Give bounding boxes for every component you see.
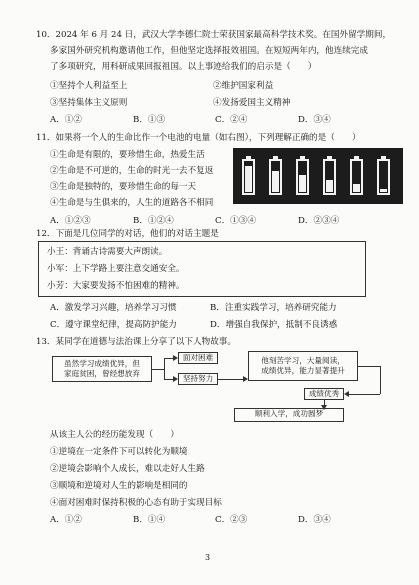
battery-icon-3: [296, 159, 309, 195]
q12-dialogue-box: [38, 241, 366, 297]
q10-answer-a: A．①②: [50, 115, 82, 125]
battery-fill-3: [299, 175, 306, 192]
q12-answer-a: A．激发学习兴趣，培养学习习惯: [50, 303, 177, 313]
q12-answer-b: B．注重实践学习，培养研究能力: [210, 303, 337, 313]
flow-box-result: 成绩优秀: [304, 388, 344, 400]
flow-connector: [380, 366, 381, 394]
q11-answer-c: C．①③④: [215, 216, 256, 226]
flow-box1-line1: 虽然学习成绩优异，但: [64, 359, 140, 368]
battery-icon-2: [269, 159, 282, 195]
q13-option-1: ①逆境在一定条件下可以转化为顺境: [50, 447, 188, 457]
battery-fill-5: [353, 184, 360, 192]
flow-box-dream: 顺利入学，成功圆梦: [234, 408, 344, 422]
flow-connector: [349, 394, 380, 395]
q10-option-3: ③坚持集体主义原则: [50, 98, 128, 108]
q10-stem-line2: 多家国外研究机构邀请他工作，但他坚定选择报效祖国。在短短两年内，他连续完成: [50, 46, 368, 56]
flow-box4-line2: 成绩优异，能力显著提升: [261, 366, 345, 375]
q10-answer-d: D．③④: [298, 115, 331, 125]
q10-answer-c: C．②④: [215, 115, 248, 125]
q13-answer-c: C．②③: [215, 515, 248, 525]
q10-stem-line3: 了多项研究，用科研成果回报祖国。以上事迹给我们的启示是（ ）: [50, 62, 317, 72]
q12-stem: 12．下面是几位同学的对话，他们的对话主题是: [36, 229, 219, 239]
flow-connector: [152, 369, 164, 370]
q12-answer-d: D．增强自我保护，抵制不良诱惑: [210, 320, 338, 330]
q11-option-4: ④生命是与生俱来的，人生的道路各不相同: [50, 198, 214, 208]
flow-arrow-icon: [173, 376, 178, 382]
flow-box-effort: [248, 351, 358, 381]
page-number: 3: [205, 553, 211, 562]
q11-option-3: ③生命是独特的，要珍惜生命的每一天: [50, 182, 197, 192]
q11-stem: 11．如果将一个人的生命比作一个电池的电量（如右图），下列理解正确的是（ ）: [36, 133, 361, 143]
flow-box4-line1: 他刻苦学习，大量阅读，: [261, 356, 345, 365]
battery-icon-4: [323, 159, 336, 195]
flow-connector: [218, 379, 243, 380]
flow-arrow-icon: [344, 391, 349, 397]
q10-option-1: ①坚持个人利益至上: [50, 81, 128, 91]
flow-connector: [164, 359, 165, 379]
q13-question: 从该主人公的经历能发现（ ）: [50, 430, 179, 440]
q11-answer-b: B．①②④: [133, 216, 174, 226]
q13-stem: 13．某同学在道德与法治课上分享了以下人物故事。: [36, 337, 236, 347]
flow-connector: [358, 366, 380, 367]
q13-option-2: ②逆境会影响个人成长，难以走好人生路: [50, 464, 205, 474]
q10-stem-line1: 10．2024 年 6 月 24 日，武汉大学李德仁院士荣获国家最高科学技术奖。在国外留学期间，: [36, 30, 392, 40]
flow-box-background: [52, 356, 152, 382]
battery-icon-5: [350, 159, 363, 195]
battery-figure: [233, 148, 403, 204]
q13-answer-d: D．③④: [298, 515, 331, 525]
battery-fill-1: [245, 166, 252, 192]
q11-answer-a: A．①②③: [50, 216, 91, 226]
flow-box1-line2: 家庭贫困，曾经想放弃: [64, 369, 140, 378]
q13-option-4: ④面对困难时保持积极的心态有助于实现目标: [50, 498, 222, 508]
battery-fill-6: [380, 189, 387, 192]
battery-fill-4: [326, 180, 333, 192]
q13-answer-b: B．①④: [133, 515, 166, 525]
q13-option-3: ③顺境和逆境对人生的影响是相同的: [50, 481, 188, 491]
flow-box-difficulty: 面对困难: [178, 352, 218, 364]
battery-icon-6: [377, 159, 390, 195]
q12-answer-c: C．遵守课堂纪律，提高防护能力: [50, 320, 177, 330]
q11-option-2: ②生命是不可逆的，生命的时光一去不复返: [50, 166, 214, 176]
flow-arrow-icon: [173, 355, 178, 361]
q11-answer-d: D．②③④: [298, 216, 340, 226]
q12-dialogue-2: 小军：上下学路上要注意交通安全。: [47, 264, 185, 274]
q10-option-4: ④发扬爱国主义精神: [213, 98, 291, 108]
q12-dialogue-1: 小王：背诵古诗需要大声朗读。: [47, 247, 168, 257]
q10-answer-b: B．①③: [133, 115, 166, 125]
q10-option-2: ②维护国家利益: [213, 81, 274, 91]
q13-answer-a: A．①②: [50, 515, 82, 525]
battery-icon-1: [242, 159, 255, 195]
q11-option-1: ①生命是有限的，要珍惜生命，热爱生活: [50, 150, 205, 160]
q12-dialogue-3: 小芳：大家要发扬不怕困难的精神。: [47, 281, 185, 291]
battery-fill-2: [272, 171, 279, 192]
flow-box-persist: 坚持努力: [178, 373, 218, 385]
